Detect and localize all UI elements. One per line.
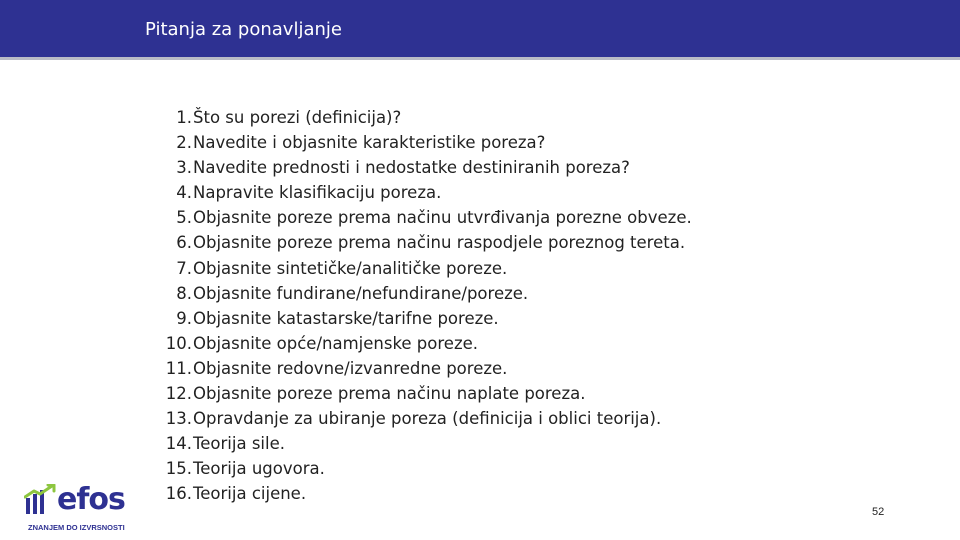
question-text: Opravdanje za ubiranje poreza (definicija i oblici teorija). — [193, 409, 662, 429]
question-number: 4. — [176, 183, 192, 203]
question-text: Objasnite opće/namjenske poreze. — [193, 333, 479, 353]
question-number: 2. — [176, 133, 192, 153]
question-item — [150, 331, 692, 356]
question-number: 5. — [176, 208, 192, 228]
question-text: Teorija ugovora. — [193, 459, 325, 479]
question-text: Napravite klasifikaciju poreza. — [193, 183, 442, 203]
question-text: Objasnite poreze prema načinu raspodjele poreznog tereta. — [193, 233, 686, 253]
question-number: 9. — [176, 308, 192, 328]
question-number: 7. — [176, 258, 192, 278]
question-item — [150, 180, 692, 205]
question-item — [150, 230, 692, 255]
question-list — [150, 105, 692, 507]
question-item — [150, 155, 692, 180]
question-number: 14. — [165, 434, 192, 454]
question-text: Objasnite sintetičke/analitičke poreze. — [193, 258, 508, 278]
question-item — [150, 456, 692, 481]
question-number: 3. — [176, 158, 192, 178]
question-number: 1. — [176, 108, 192, 127]
question-item — [150, 381, 692, 406]
question-text: Navedite prednosti i nedostatke destiniranih poreza? — [193, 158, 630, 178]
question-number: 8. — [176, 283, 192, 303]
question-text: Navedite i objasnite karakteristike poreza? — [193, 133, 546, 153]
question-item — [150, 256, 692, 281]
logo-tagline: ZNANJEM DO IZVRSNOSTI — [28, 523, 125, 532]
efos-logo — [24, 482, 144, 536]
question-text: Teorija sile. — [193, 434, 285, 454]
question-item — [150, 306, 692, 331]
question-item — [150, 130, 692, 155]
question-number: 15. — [165, 459, 192, 479]
question-item — [150, 281, 692, 306]
question-text: Što su porezi (definicija)? — [193, 108, 402, 127]
efos-logo-icon — [24, 484, 60, 518]
question-text: Objasnite katastarske/tarifne poreze. — [193, 308, 499, 328]
question-number: 11. — [165, 358, 192, 378]
question-number: 6. — [176, 233, 192, 253]
question-item — [150, 356, 692, 381]
question-item — [150, 481, 692, 506]
question-item — [150, 105, 692, 130]
slide-title: Pitanja za ponavljanje — [145, 19, 342, 40]
question-item — [150, 406, 692, 431]
question-number: 10. — [165, 333, 192, 353]
question-item — [150, 205, 692, 230]
question-text: Teorija cijene. — [193, 484, 307, 504]
question-text: Objasnite fundirane/nefundirane/poreze. — [193, 283, 529, 303]
page-number: 52 — [872, 506, 885, 518]
question-text: Objasnite poreze prema načinu naplate poreza. — [193, 384, 586, 404]
question-item — [150, 431, 692, 456]
question-number: 16. — [165, 484, 192, 504]
question-number: 12. — [165, 384, 192, 404]
question-text: Objasnite redovne/izvanredne poreze. — [193, 358, 508, 378]
header-bar — [0, 0, 960, 60]
logo-wordmark: efos — [57, 482, 125, 517]
question-number: 13. — [165, 409, 192, 429]
question-text: Objasnite poreze prema načinu utvrđivanja porezne obveze. — [193, 208, 692, 228]
